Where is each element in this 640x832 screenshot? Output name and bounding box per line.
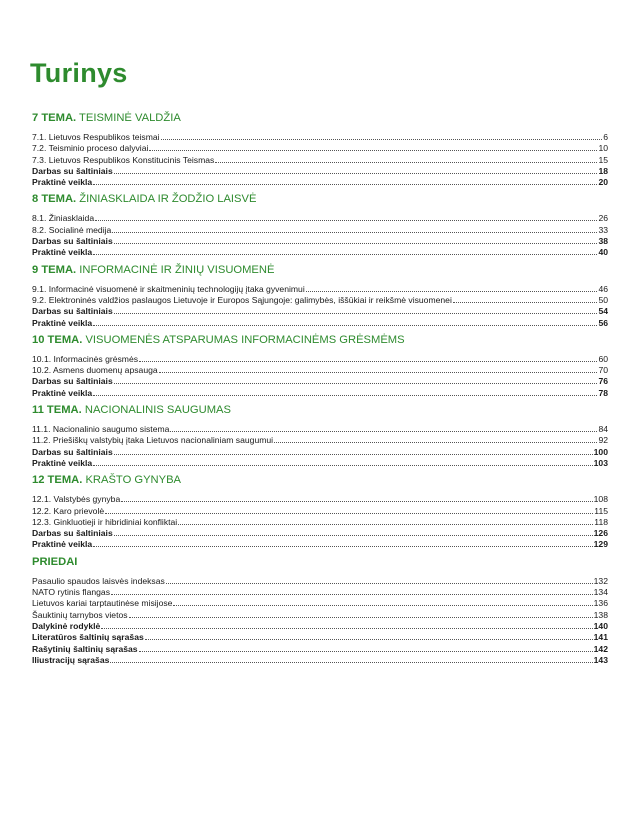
toc-entry[interactable] [32,631,608,642]
dot-leader [93,246,597,255]
entry-page-number: 6 [603,132,608,142]
section-heading [32,262,608,279]
dot-leader [101,620,592,629]
toc-entry[interactable] [32,364,608,375]
dot-leader [121,493,592,502]
dot-leader [129,609,593,618]
section-title: ŽINIASKLAIDA IR ŽODŽIO LAISVĖ [79,193,257,206]
entry-page-number: 136 [593,598,608,609]
toc-section [32,191,608,257]
entry-title: Darbas su šaltiniais [32,306,113,317]
toc-entry[interactable] [32,493,608,504]
entry-title: Darbas su šaltiniais [32,376,113,387]
entry-page-number: 56 [598,317,608,328]
entry-page-number: 126 [593,528,608,539]
entry-page-number: 76 [598,376,608,387]
entry-page-number: 84 [598,424,608,435]
toc-entry[interactable] [32,505,608,516]
dot-leader [453,294,598,303]
toc-section [32,554,608,665]
dot-leader [274,434,597,443]
dot-leader [166,575,593,584]
entry-title: Šauktinių tarnybos vietos [32,609,128,620]
entry-title: Darbas su šaltiniais [32,528,113,539]
toc-entry[interactable] [32,654,608,665]
dot-leader [215,154,597,163]
entry-page-number: 40 [598,247,608,258]
entry-title: Darbas su šaltiniais [32,236,113,247]
entry-page-number: 134 [593,587,608,598]
entry-title: 7.3. Lietuvos Respublikos Konstitucinis Teismas [32,154,215,165]
section-number: 7 TEMA. [32,112,77,124]
entry-title: Pasaulio spaudos laisvės indeksas [32,575,165,586]
dot-leader [178,516,593,525]
entry-page-number: 129 [593,539,608,550]
entry-page-number: 46 [598,283,608,294]
section-number: 11 TEMA. [32,404,82,417]
entry-title: Praktinė veikla [32,457,93,468]
entry-page-number: 70 [598,365,608,376]
dot-leader [114,375,598,384]
toc-entry[interactable] [32,446,608,457]
toc-entry[interactable] [32,246,608,257]
section-title: INFORMACINĖ IR ŽINIŲ VISUOMENĖ [79,263,275,276]
entry-page-number: 10 [598,143,608,154]
toc-entry[interactable] [32,597,608,608]
entry-title: Lietuvos kariai tarptautinėse misijose [32,598,173,609]
entry-title: 12.2. Karo prievolė [32,505,105,516]
toc-entry[interactable] [32,620,608,631]
entry-page-number: 50 [598,294,608,305]
section-heading [32,332,608,349]
entry-page-number: 115 [594,505,608,516]
dot-leader [93,176,597,185]
toc-entry[interactable] [32,609,608,620]
section-heading [32,472,608,489]
entry-title: 7.2. Teisminio proceso dalyviai [32,143,149,154]
toc-entry[interactable] [32,224,608,235]
dot-leader [93,538,592,547]
dot-leader [139,643,593,652]
section-number: PRIEDAI [32,555,78,568]
toc-entry[interactable] [32,434,608,445]
toc-entry[interactable] [32,176,608,187]
dot-leader [114,305,598,314]
entry-title: Literatūros šaltinių sąrašas [32,632,144,643]
toc-entry[interactable] [32,154,608,165]
entry-title: Praktinė veikla [32,387,93,398]
dot-leader [93,317,597,326]
entry-title: 7.1. Lietuvos Respublikos teismai [32,132,160,142]
dot-leader [111,586,593,595]
entry-page-number: 138 [593,609,608,620]
entry-title: Darbas su šaltiniais [32,165,113,176]
toc-entry[interactable] [32,165,608,176]
entry-page-number: 20 [598,177,608,188]
entry-title: NATO rytinis flangas [32,587,111,598]
dot-leader [114,235,598,244]
toc-entry[interactable] [32,527,608,538]
entry-page-number: 78 [598,387,608,398]
toc-entry[interactable] [32,586,608,597]
entry-page-number: 60 [598,353,608,364]
entry-title: 12.3. Ginkluotieji ir hibridiniai konfliktai [32,516,178,527]
entry-title: Rašytinių šaltinių sąrašas [32,643,138,654]
toc-entry[interactable] [32,457,608,468]
toc-entry[interactable] [32,538,608,549]
toc-entry[interactable] [32,353,608,364]
section-title: KRAŠTO GYNYBA [85,474,182,487]
toc-entry[interactable] [32,375,608,386]
dot-leader [159,364,598,373]
entry-title: 10.2. Asmens duomenų apsauga [32,365,158,376]
entry-page-number: 38 [598,236,608,247]
section-number: 12 TEMA. [32,474,83,487]
entry-page-number: 33 [598,224,608,235]
dot-leader [145,631,593,640]
entry-page-number: 132 [593,575,608,586]
entry-title: Dalykinė rodyklė [32,620,101,631]
dot-leader [149,142,597,151]
section-title: VISUOMENĖS ATSPARUMAS INFORMACINĖMS GRĖSMĖMS [85,333,405,346]
entry-title: 9.1. Informacinė visuomenė ir skaitmeninių technologijų įtaka gyvenimui [32,283,305,294]
entry-page-number: 142 [593,643,608,654]
entry-page-number: 92 [598,435,608,446]
entry-title: 8.1. Žiniasklaida [32,213,95,224]
entry-page-number: 103 [593,457,608,468]
entry-title: Praktinė veikla [32,539,93,550]
toc-entry[interactable] [32,305,608,316]
page-title: Turinys [30,58,128,88]
entry-page-number: 143 [593,654,608,665]
entry-title: Praktinė veikla [32,247,93,258]
entry-page-number: 18 [598,165,608,176]
dot-leader [173,597,592,606]
section-heading [32,110,608,127]
toc-section [32,332,608,398]
section-number: 10 TEMA. [32,333,83,346]
dot-leader [114,446,593,455]
section-heading [32,402,608,419]
dot-leader [306,283,598,292]
toc-entry[interactable] [32,212,608,223]
toc-entry[interactable] [32,131,608,142]
toc-section [32,402,608,468]
dot-leader [105,505,593,514]
toc-section [32,110,608,187]
entry-title: 8.2. Socialinė medija [32,224,112,235]
dot-leader [114,527,593,536]
entry-page-number: 100 [593,446,608,457]
entry-page-number: 118 [594,516,608,527]
toc-section [32,262,608,328]
section-heading [32,554,608,571]
entry-title: 11.1. Nacionalinio saugumo sistema [32,424,170,435]
entry-page-number: 54 [598,306,608,317]
entry-title: Praktinė veikla [32,177,93,188]
toc-entry[interactable] [32,516,608,527]
toc-entry[interactable] [32,643,608,654]
toc-entry[interactable] [32,317,608,328]
section-title: NACIONALINIS SAUGUMAS [84,404,231,417]
entry-page-number: 15 [598,154,608,165]
dot-leader [110,654,592,663]
dot-leader [114,165,598,174]
section-number: 8 TEMA. [32,193,77,206]
section-title: TEISMINĖ VALDŽIA [79,112,181,124]
section-heading [32,191,608,208]
entry-page-number: 141 [593,632,608,643]
entry-title: 10.1. Informacinės grėsmės [32,353,139,364]
dot-leader [112,224,597,233]
dot-leader [170,423,597,432]
toc-entry[interactable] [32,283,608,294]
entry-page-number: 140 [593,620,608,631]
dot-leader [139,353,597,362]
entry-title: 12.1. Valstybės gynyba [32,494,121,505]
entry-page-number: 108 [593,494,608,505]
entry-title: Iliustracijų sąrašas [32,654,110,665]
dot-leader [93,387,597,396]
dot-leader [161,131,603,140]
table-of-contents [32,110,608,669]
toc-entry[interactable] [32,575,608,586]
entry-page-number: 26 [598,213,608,224]
dot-leader [95,212,597,221]
entry-title: Darbas su šaltiniais [32,446,113,457]
section-number: 9 TEMA. [32,263,77,276]
toc-entry[interactable] [32,387,608,398]
entry-title: 9.2. Elektroninės valdžios paslaugos Lietuvoje ir Europos Sąjungoje: galimybės, iššūkiai ir reikšmė visuomenei [32,294,452,305]
toc-entry[interactable] [32,142,608,153]
toc-entry[interactable] [32,294,608,305]
entry-title: 11.2. Priešiškų valstybių įtaka Lietuvos nacionaliniam saugumui [32,435,274,446]
dot-leader [93,457,592,466]
toc-entry[interactable] [32,423,608,434]
entry-title: Praktinė veikla [32,317,93,328]
toc-entry[interactable] [32,235,608,246]
toc-section [32,472,608,549]
